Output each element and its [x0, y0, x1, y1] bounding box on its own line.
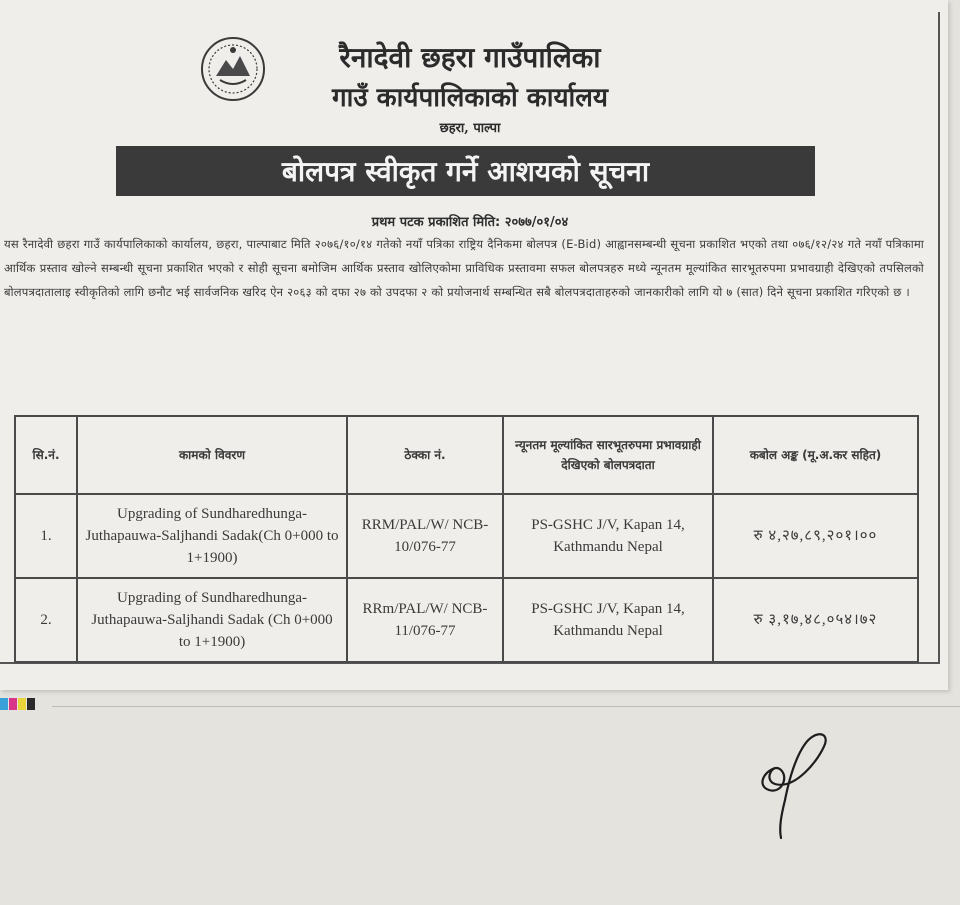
table-row: [15, 494, 918, 578]
notice-box: [0, 12, 940, 664]
cell-sn: 2.: [15, 578, 77, 662]
office-name: गाउँ कार्यपालिकाको कार्यालय: [332, 83, 608, 113]
print-color-marks: [0, 698, 36, 710]
notice-body-text: यस रैनादेवी छहरा गाउँ कार्यपालिकाको कार्यालय, छहरा, पाल्पाबाट मिति २०७६/१०/१४ गतेको नयाँ पत्रिका राष्ट्रिय दैनिकमा बोलपत्र (E-Bid) आह्वानसम्बन्धी सूचना प्रकाशित भएको तथा ०७६/१२/२४ गते नयाँ पत्रिकामा आर्थिक प्रस्ताव खोल्ने सम्बन्धी सूचना प्रकाशित भएको र सोही सूचना बमोजिम आर्थिक प्रस्ताव खोलिएकोमा प्राविधिक प्रस्तावमा सफल बोलपत्रहरु मध्ये न्यूनतम मूल्यांकित सारभूतरुपमा प्रभावग्राही देखिएको तपसिलको बोलपत्रदातालाइ स्वीकृतिको लागि छनौट भई सार्वजनिक खरिद ऐन २०६३ को दफा २७ को उपदफा २ को प्रयोजनार्थ सम्बन्धित सबै बोलपत्रदाताहरुको जानकारीको लागि यो ७ (सात) दिने सूचना प्रकाशित गरिएको छ ।: [4, 237, 924, 299]
cell-bidder: PS-GSHC J/V, Kapan 14, Kathmandu Nepal: [503, 494, 713, 578]
col-header-bidder: न्यूनतम मूल्यांकित सारभूतरुपमा प्रभावग्राही देखिएको बोलपत्रदाता: [503, 416, 713, 494]
col-header-amount: कबोल अङ्क (मू.अ.कर सहित): [713, 416, 918, 494]
bid-table: [14, 415, 919, 663]
cell-amount: रु ४,२७,८९,२०१।००: [713, 494, 918, 578]
black-swatch: [27, 698, 35, 710]
publication-date: प्रथम पटक प्रकाशित मिति: २०७७/०१/०४: [371, 215, 569, 230]
table-row: [15, 578, 918, 662]
organization-name: रैनादेवी छहरा गाउँपालिका: [339, 41, 601, 74]
signature-icon: [745, 720, 855, 840]
cell-amount: रु ३,१७,४८,०५४।७२: [713, 578, 918, 662]
cell-description: Upgrading of Sundharedhunga-Juthapauwa-Saljhandi Sadak (Ch 0+000 to 1+1900): [77, 578, 347, 662]
cell-sn: 1.: [15, 494, 77, 578]
table-header-row: [15, 416, 918, 494]
yellow-swatch: [18, 698, 26, 710]
notice-title-banner: [116, 146, 815, 196]
office-location: छहरा, पाल्पा: [439, 121, 501, 136]
notice-title: बोलपत्र स्वीकृत गर्ने आशयको सूचना: [281, 155, 650, 188]
cell-contract-no: RRM/PAL/W/ NCB-10/076-77: [347, 494, 503, 578]
magenta-swatch: [9, 698, 17, 710]
page-divider: [52, 706, 960, 707]
col-header-description: कामको विवरण: [77, 416, 347, 494]
cyan-swatch: [0, 698, 8, 710]
cell-bidder: PS-GSHC J/V, Kapan 14, Kathmandu Nepal: [503, 578, 713, 662]
col-header-contract-no: ठेक्का नं.: [347, 416, 503, 494]
col-header-sn: सि.नं.: [15, 416, 77, 494]
cell-contract-no: RRm/PAL/W/ NCB-11/076-77: [347, 578, 503, 662]
cell-description: Upgrading of Sundharedhunga-Juthapauwa-Saljhandi Sadak(Ch 0+000 to 1+1900): [77, 494, 347, 578]
